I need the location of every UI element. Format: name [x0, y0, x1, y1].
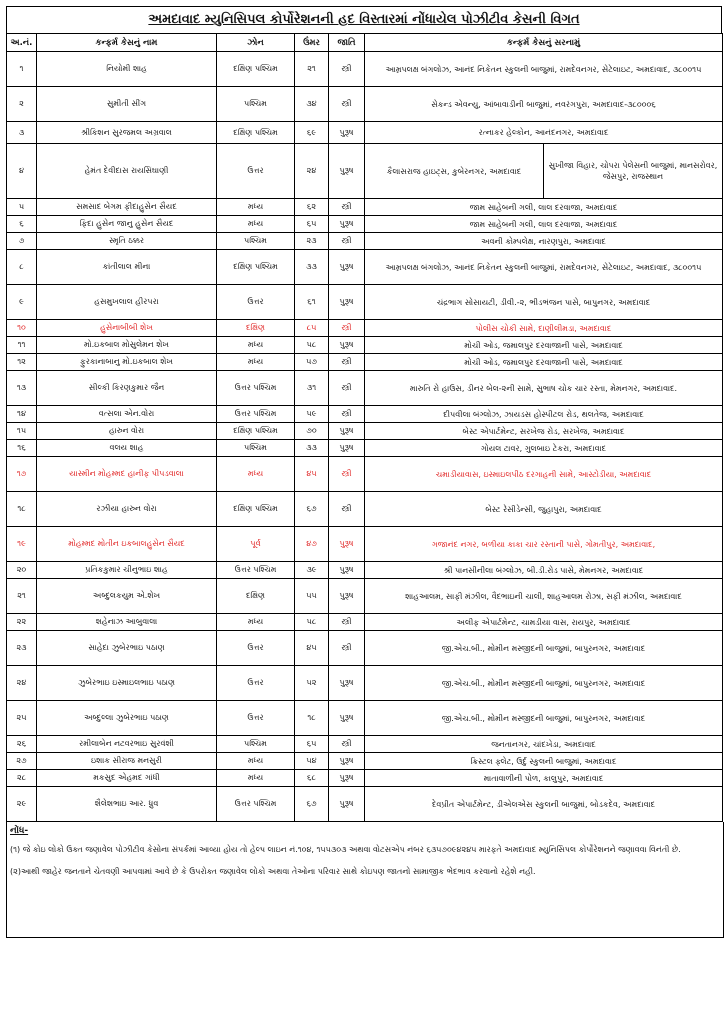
cell-age: ૮૫	[295, 320, 329, 337]
cell-gender: પુરૂષ	[329, 753, 365, 770]
cell-address: શાહઆલમ, સાફી મંઝીલ, વૈદભાઇની ચાલી, શાહઆલમ રોઝા, સફી મંઝીલ, અમદાવાદ	[365, 579, 723, 614]
header-gender: જાતિ	[329, 34, 365, 52]
notes-heading: નોંધ-	[10, 826, 29, 836]
cell-age: ૫૮	[295, 337, 329, 354]
cell-zone: પશ્ચિમ	[217, 87, 295, 122]
cell-name: શૈલેશભાઇ આર. ધ્રુવ	[37, 787, 217, 822]
cell-gender: સ્ત્રી	[329, 52, 365, 87]
cell-no: ૬	[7, 216, 37, 233]
table-row	[7, 320, 723, 337]
cell-address: આમ્રપલક્ષ બંગલોઝ, આનંદ નિકેતન સ્કુલની બાજુમાં, રામદેવનગર, સેટેલાઇટ, અમદાવાદ, ૩૮૦૦૧૫	[365, 52, 723, 87]
cell-zone: પશ્ચિમ	[217, 233, 295, 250]
cell-no: ૧૭	[7, 457, 37, 492]
cell-gender: સ્ત્રી	[329, 457, 365, 492]
cell-zone: મધ્ય	[217, 216, 295, 233]
cell-name: સ્મૃતિ ઠક્કર	[37, 233, 217, 250]
cell-zone: ઉત્તર	[217, 631, 295, 666]
cell-gender: પુરૂષ	[329, 216, 365, 233]
cell-no: ૧૮	[7, 492, 37, 527]
cell-no: ૧૬	[7, 440, 37, 457]
cell-gender: સ્ત્રી	[329, 354, 365, 371]
cell-zone: પશ્ચિમ	[217, 440, 295, 457]
cell-address: જી.એચ.બી., મોમીન મસ્જીદની બાજુમાં, બાપુરનગર, અમદાવાદ	[365, 701, 723, 736]
cell-age: ૩૩	[295, 440, 329, 457]
cell-age: ૫૯	[295, 406, 329, 423]
cell-age: ૧૮	[295, 701, 329, 736]
cell-no: ૨૯	[7, 787, 37, 822]
cell-name: સમસાદ બેગમ ફીદાહુસેન સૈયદ	[37, 199, 217, 216]
cell-age: ૨૩	[295, 233, 329, 250]
cell-zone: દક્ષિણ પશ્ચિમ	[217, 122, 295, 144]
cell-address: જનતાનગર, ચાંદખેડા, અમદાવાદ	[365, 736, 723, 753]
table-row	[7, 631, 723, 666]
cell-gender: સ્ત્રી	[329, 614, 365, 631]
cell-no: ૧૧	[7, 337, 37, 354]
cell-gender: પુરૂષ	[329, 144, 365, 199]
cell-gender: પુરૂષ	[329, 701, 365, 736]
cell-name: નિયોમી શાહ	[37, 52, 217, 87]
cell-address: બેસ્ટ રેસીડેન્સી, જુહાપુરા, અમદાવાદ	[365, 492, 723, 527]
cell-no: ૮	[7, 250, 37, 285]
cell-name: હુસેનાબીબી શેખ	[37, 320, 217, 337]
table-row	[7, 753, 723, 770]
cell-zone: મધ્ય	[217, 614, 295, 631]
cell-age: ૫૫	[295, 579, 329, 614]
table-row	[7, 787, 723, 822]
cell-address	[365, 144, 723, 199]
cell-address: ચંદ્રભાગ સોસાયટી, ડીવી.-૨, ભીડભંજન પાસે, બાપુનગર, અમદાવાદ	[365, 285, 723, 320]
cell-name: સાહેદા ઝુબેરભાઇ પઠાણ	[37, 631, 217, 666]
cell-zone: દક્ષિણ પશ્ચિમ	[217, 423, 295, 440]
cell-address: ક્રિસ્ટલ ફ્લેટ, ઉર્દુ સ્કુલની બાજુમાં, અમદાવાદ	[365, 753, 723, 770]
cell-name: હારુન વોરા	[37, 423, 217, 440]
cell-no: ૨૦	[7, 562, 37, 579]
cell-age: ૩૧	[295, 371, 329, 406]
notes-section	[6, 822, 724, 938]
table-row	[7, 579, 723, 614]
cell-zone: મધ્ય	[217, 354, 295, 371]
cell-no: ૩	[7, 122, 37, 144]
cell-zone: મધ્ય	[217, 199, 295, 216]
cell-no: ૧૩	[7, 371, 37, 406]
cell-address: ગોયલ ટાવર, ગુલબાઇ ટેકરા, અમદાવાદ	[365, 440, 723, 457]
cell-address: જી.એચ.બી., મોમીન મસ્જીદની બાજુમાં, બાપુરનગર, અમદાવાદ	[365, 666, 723, 701]
table-row	[7, 492, 723, 527]
cell-address: શ્રી પાનસીનીલા બંગ્લોઝ, બી.ડી.રોડ પાસે, મેમનગર, અમદાવાદ	[365, 562, 723, 579]
cell-age: ૬૭	[295, 492, 329, 527]
table-row	[7, 527, 723, 562]
cell-name: સુમીતી સીંગ	[37, 87, 217, 122]
cell-address: અવની કોમ્પલેક્ષ, નારણપુરા, અમદાવાદ	[365, 233, 723, 250]
cell-gender: પુરૂષ	[329, 666, 365, 701]
table-row	[7, 285, 723, 320]
cell-address: મોચી ઓડ, જમાલપુર દરવાજાની પાસે, અમદાવાદ	[365, 337, 723, 354]
cell-zone: ઉત્તર	[217, 144, 295, 199]
table-row	[7, 614, 723, 631]
cell-address: ગજાનંદ નગર, બળીયા કાકા ચાર રસ્તાની પાસે, ગોમતીપુર, અમદાવાદ,	[365, 527, 723, 562]
note-2: (૨)આથી જાહેર જનતાને ચેતવણી આપવામાં આવે છે કે ઉપરોક્ત જણાવેલ લોકો અથવા તેઓના પરિવાર સાથે કોઇપણ જાતનો સામાજીક ભેદભાવ કરવાનો રહેશે નહી.	[10, 867, 536, 876]
header-zone: ઝોન	[217, 34, 295, 52]
cell-age: ૩૪	[295, 87, 329, 122]
cell-no: ૯	[7, 285, 37, 320]
cell-gender: સ્ત્રી	[329, 492, 365, 527]
cell-no: ૪	[7, 144, 37, 199]
cell-age: ૨૪	[295, 144, 329, 199]
table-row	[7, 87, 723, 122]
table-row	[7, 233, 723, 250]
cell-gender: પુરૂષ	[329, 579, 365, 614]
cell-age: ૭૦	[295, 423, 329, 440]
cell-address: બેસ્ટ એપાર્ટમેન્ટ, સરખેજ રોડ, સરખેજ, અમદાવાદ	[365, 423, 723, 440]
cell-address: મોચી ઓડ, જમાલપુર દરવાજાની પાસે, અમદાવાદ	[365, 354, 723, 371]
cell-name: ફિદા હુસેન જાનુ હુસેન સૈયદ	[37, 216, 217, 233]
cell-gender: સ્ત્રી	[329, 371, 365, 406]
address-secondary: સુખીજા વિહાર, ચોપરા પેલેસની બાજુમાં, માનસરોવર, જેસપુર, રાજસ્થાન	[548, 161, 718, 181]
cell-zone: ઉત્તર પશ્ચિમ	[217, 371, 295, 406]
cell-age: ૫૮	[295, 614, 329, 631]
cell-zone: ઉત્તર પશ્ચિમ	[217, 787, 295, 822]
table-row	[7, 736, 723, 753]
table-row	[7, 562, 723, 579]
cell-name: મોહમ્મદ મોતીન ઇકબાલહુસેન સૈયદ	[37, 527, 217, 562]
cell-name: શહેનાઝ આબુવાલા	[37, 614, 217, 631]
cell-no: ૧૨	[7, 354, 37, 371]
cell-gender: સ્ત્રી	[329, 199, 365, 216]
table-row	[7, 770, 723, 787]
cell-zone: ઉત્તર	[217, 666, 295, 701]
table-row	[7, 199, 723, 216]
note-1: (૧) જે કોઇ લોકો ઉક્ત જણાવેલ પોઝીટીવ કેસોના સંપર્કમાં આવ્યા હોય તો હેલ્પ લાઇન નં.૧૦૪, ૧૫૫૩૦૩ અથવા વોટસએપ નંબર ૬૩૫૭૦૯૪૨૪૫ મારફતે અમદાવાદ મ્યુનિસિપલ કોર્પોરેશનને જણાવવા વિનંતી છે.	[10, 845, 681, 854]
cell-address: પોલીસ ચોકી સામે, દાણીલીમડા, અમદાવાદ	[365, 320, 723, 337]
cell-zone: મધ્ય	[217, 753, 295, 770]
cell-address: આમ્રપલક્ષ બંગલોઝ, આનંદ નિકેતન સ્કુલની બાજુમાં, રામદેવનગર, સેટેલાઇટ, અમદાવાદ, ૩૮૦૦૧૫	[365, 250, 723, 285]
cell-no: ૨૭	[7, 753, 37, 770]
cell-name: મો.ઇકબાલ મોસુલેમન શેખ	[37, 337, 217, 354]
cell-zone: ઉત્તર પશ્ચિમ	[217, 406, 295, 423]
cell-gender: સ્ત્રી	[329, 87, 365, 122]
cell-gender: સ્ત્રી	[329, 736, 365, 753]
cell-name: કાંતીલાલ મીના	[37, 250, 217, 285]
cell-age: ૬૫	[295, 216, 329, 233]
cell-no: ૭	[7, 233, 37, 250]
cell-no: ૨૫	[7, 701, 37, 736]
cell-gender: પુરૂષ	[329, 250, 365, 285]
table-row	[7, 337, 723, 354]
cell-age: ૬૧	[295, 285, 329, 320]
cell-name: શ્રીકિશન સુરજમલ અગ્રવાલ	[37, 122, 217, 144]
cell-age: ૫૭	[295, 354, 329, 371]
cell-age: ૨૧	[295, 52, 329, 87]
header-address: કન્ફર્મ કેસનું સરનામું	[365, 34, 723, 52]
cell-zone: પશ્ચિમ	[217, 736, 295, 753]
cell-name: હેમંત દેવીદાસ રાયસિંઘાણી	[37, 144, 217, 199]
header-name: કન્ફર્મ કેસનું નામ	[37, 34, 217, 52]
cell-gender: પુરૂષ	[329, 285, 365, 320]
cell-address: દેવપ્રીત એપાર્ટમેન્ટ, ડીએલએસ સ્કુલની બાજુમાં, બોડકદેવ, અમદાવાદ	[365, 787, 723, 822]
cell-address: અલીફ એપાર્ટમેન્ટ, ચામડીયા વાસ, રાયપુર, અમદાવાદ	[365, 614, 723, 631]
table-row	[7, 52, 723, 87]
cell-no: ૨	[7, 87, 37, 122]
cell-no: ૧૦	[7, 320, 37, 337]
cell-address: દીપવીલા બંગ્લોઝ, ઝાયડસ હોસ્પીટલ રોડ, થલતેજ, અમદાવાદ	[365, 406, 723, 423]
cell-address: મારુતિ રો હાઉસ, ડીનર બેલ-૨ની સામે, સુભાષ ચોક ચાર રસ્તા, મેમનગર, અમદાવાદ.	[365, 371, 723, 406]
cell-age: ૬૭	[295, 787, 329, 822]
cell-zone: મધ્ય	[217, 770, 295, 787]
cell-gender: પુરૂષ	[329, 122, 365, 144]
cell-zone: દક્ષિણ	[217, 320, 295, 337]
cell-name: રઝીયા હારુન વોરા	[37, 492, 217, 527]
cell-address: જી.એચ.બી., મોમીન મસ્જીદની બાજુમાં, બાપુરનગર, અમદાવાદ	[365, 631, 723, 666]
cell-gender: સ્ત્રી	[329, 233, 365, 250]
cell-address: માતાવાળીની પોળ, કાલુપુર, અમદાવાદ	[365, 770, 723, 787]
cell-name: યાસ્મીન મોહમ્મદ હાનીફ પીપડવાલા	[37, 457, 217, 492]
cell-no: ૨૨	[7, 614, 37, 631]
header-no: અ.નં.	[7, 34, 37, 52]
cell-age: ૪૭	[295, 527, 329, 562]
table-row	[7, 216, 723, 233]
cell-name: ઇશાક સીરાજ મનસુરી	[37, 753, 217, 770]
document-sheet	[6, 6, 722, 938]
cell-name: ફુરકાનાબાનુ મો.ઇકબાલ શેખ	[37, 354, 217, 371]
cell-gender: પુરૂષ	[329, 423, 365, 440]
cell-gender: સ્ત્રી	[329, 631, 365, 666]
cell-address: જામ સાહેબની ગલી, લાલ દરવાજા, અમદાવાદ	[365, 216, 723, 233]
cell-zone: દક્ષિણ પશ્ચિમ	[217, 492, 295, 527]
cell-no: ૨૧	[7, 579, 37, 614]
cell-no: ૧૯	[7, 527, 37, 562]
cell-no: ૨૪	[7, 666, 37, 701]
cell-zone: મધ્ય	[217, 457, 295, 492]
cell-no: ૫	[7, 199, 37, 216]
cell-zone: દક્ષિણ	[217, 579, 295, 614]
cell-zone: દક્ષિણ પશ્ચિમ	[217, 52, 295, 87]
cell-age: ૬૯	[295, 122, 329, 144]
table-row	[7, 440, 723, 457]
table-row	[7, 423, 723, 440]
cell-name: હસમુખલાલ હીરપરા	[37, 285, 217, 320]
cell-gender: પુરૂષ	[329, 770, 365, 787]
address-primary: કૈલાસરાજ હાઇટ્સ, કુબેરનગર, અમદાવાદ	[365, 144, 544, 198]
cell-address: રત્નાકર હેલ્કોન, આનંદનગર, અમદાવાદ	[365, 122, 723, 144]
cell-age: ૩૩	[295, 250, 329, 285]
header-age: ઉંમર	[295, 34, 329, 52]
cell-no: ૧૫	[7, 423, 37, 440]
cell-address: સેકન્ડ એવન્યુ, આંબાવાડીની બાજુમાં, નવરંગપુરા, અમદાવાદ-૩૮૦૦૦૬	[365, 87, 723, 122]
cell-age: ૩૯	[295, 562, 329, 579]
cell-gender: સ્ત્રી	[329, 320, 365, 337]
cell-name: પ્રતિકકુમાર ચીનુભાઇ શાહ	[37, 562, 217, 579]
cell-zone: ઉત્તર	[217, 285, 295, 320]
cell-no: ૧૪	[7, 406, 37, 423]
cell-name: સીલ્કી કિરણકુમાર જૈન	[37, 371, 217, 406]
table-row	[7, 666, 723, 701]
table-row	[7, 371, 723, 406]
cell-gender: પુરૂષ	[329, 787, 365, 822]
cell-name: રમીલાબેન નટવરભાઇ સુરવંશી	[37, 736, 217, 753]
table-body	[7, 52, 723, 822]
cell-no: ૧	[7, 52, 37, 87]
cell-name: અબ્દુલ્લા ઝુબેરભાઇ પઠાણ	[37, 701, 217, 736]
cell-zone: મધ્ય	[217, 337, 295, 354]
cell-gender: પુરૂષ	[329, 440, 365, 457]
cell-age: ૬૫	[295, 736, 329, 753]
table-header-row	[7, 34, 723, 52]
cell-name: મકસુદ એહમદ ગાંધી	[37, 770, 217, 787]
cell-address: જામ સાહેબની ગલી, લાલ દરવાજા, અમદાવાદ	[365, 199, 723, 216]
cell-name: વત્સલા એન.વોરા	[37, 406, 217, 423]
table-row	[7, 144, 723, 199]
cell-gender: પુરૂષ	[329, 562, 365, 579]
cell-zone: ઉત્તર પશ્ચિમ	[217, 562, 295, 579]
page-title: અમદાવાદ મ્યુનિસિપલ કોર્પોરેશનની હદ વિસ્તારમાં નોંધાયેલ પોઝીટીવ કેસની વિગત	[6, 6, 722, 33]
cell-no: ૨૬	[7, 736, 37, 753]
cell-age: ૬૨	[295, 199, 329, 216]
table-row	[7, 250, 723, 285]
table-row	[7, 122, 723, 144]
cell-zone: ઉત્તર	[217, 701, 295, 736]
cell-age: ૫૨	[295, 666, 329, 701]
cell-name: ઝુબેરભાઇ ઇસ્માઇલભાઇ પઠાણ	[37, 666, 217, 701]
table-row	[7, 406, 723, 423]
cell-no: ૨૩	[7, 631, 37, 666]
table-row	[7, 354, 723, 371]
cell-age: ૪૫	[295, 457, 329, 492]
cell-name: વલય શાહ	[37, 440, 217, 457]
cell-name: અબ્દુલકયુમ એ.શેખ	[37, 579, 217, 614]
table-row	[7, 701, 723, 736]
cell-zone: પૂર્વ	[217, 527, 295, 562]
cell-age: ૪૫	[295, 631, 329, 666]
cell-zone: દક્ષિણ પશ્ચિમ	[217, 250, 295, 285]
cases-table	[6, 33, 723, 822]
cell-gender: પુરૂષ	[329, 337, 365, 354]
cell-gender: પુરૂષ	[329, 527, 365, 562]
cell-no: ૨૮	[7, 770, 37, 787]
table-row	[7, 457, 723, 492]
cell-age: ૫૪	[295, 753, 329, 770]
cell-age: ૬૮	[295, 770, 329, 787]
cell-address: ચમાડીયાવાસ, ઇસ્માઇલપીઠ દરગાહની સામે, આસ્ટોડીયા, અમદાવાદ	[365, 457, 723, 492]
cell-gender: સ્ત્રી	[329, 406, 365, 423]
